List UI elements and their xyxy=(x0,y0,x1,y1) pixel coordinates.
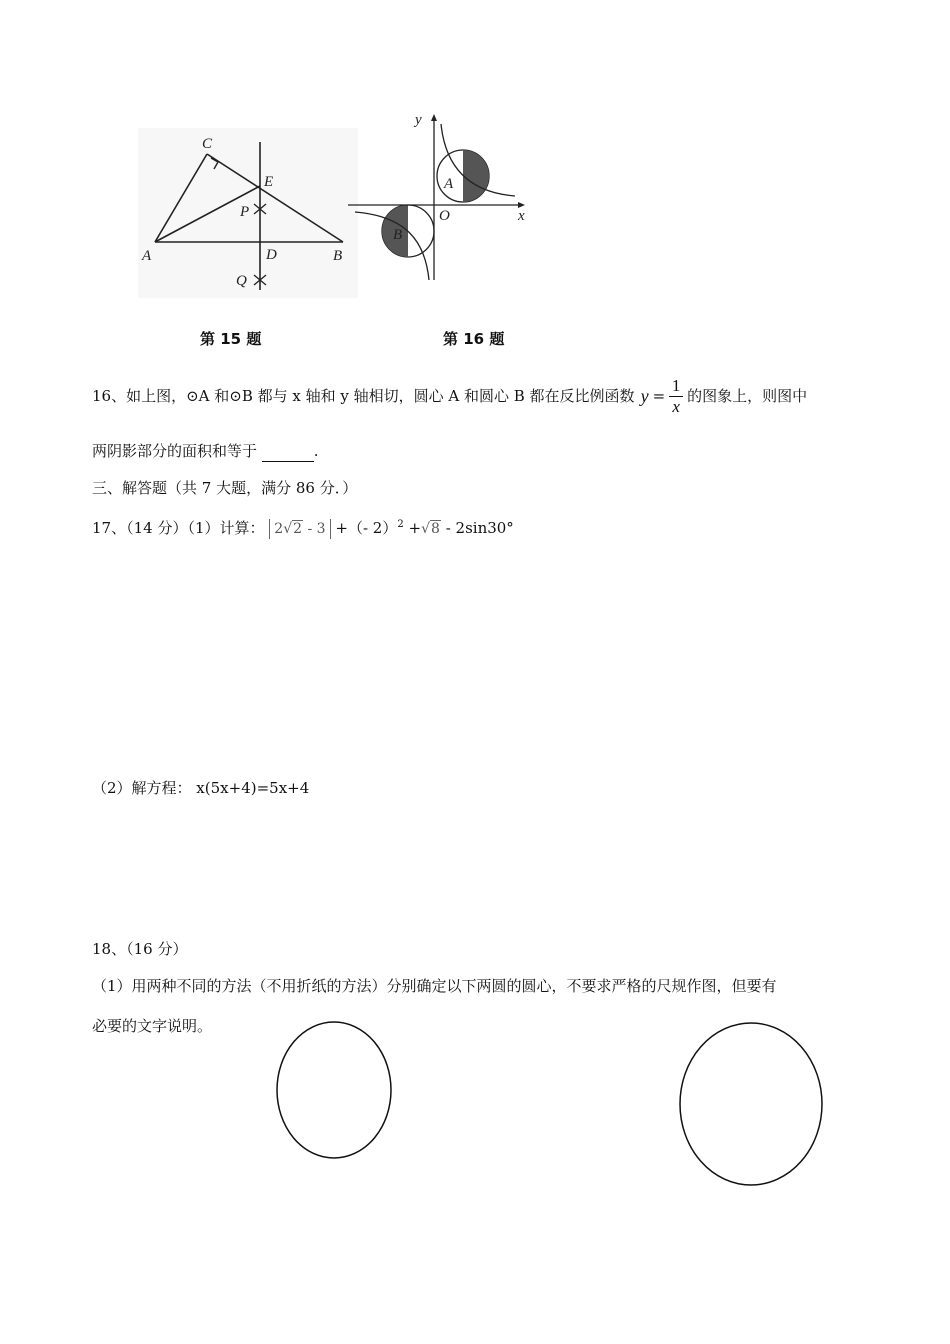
question-16-line-1 xyxy=(92,374,807,418)
q16-func-den: x xyxy=(672,396,680,416)
abs-tail: - 3 xyxy=(307,521,326,537)
q16-text-before: 16、如上图，⊙A 和⊙B 都与 x 轴和 y 轴相切，圆心 A 和圆心 B 都在反比例函数 xyxy=(92,387,635,405)
answer-blank[interactable] xyxy=(262,441,314,462)
q17-plus-1: +（- 2） xyxy=(335,519,398,537)
figure-16-caption: 第 16 题 xyxy=(443,330,505,348)
sqrt-2: √2 xyxy=(283,521,303,537)
label-b: B xyxy=(333,248,343,264)
q17-prefix: 17、（14 分）（1）计算： xyxy=(92,519,265,537)
sqrt-8-radicand: 8 xyxy=(430,521,440,537)
label-p: P xyxy=(240,204,250,220)
q17-tail: - 2sin30° xyxy=(445,519,514,537)
circle-left xyxy=(277,1022,391,1158)
label-y: y xyxy=(415,112,422,128)
q16-text-after: 的图象上，则图中 xyxy=(687,387,808,405)
label-e: E xyxy=(264,174,274,190)
section-3-heading: 三、解答题（共 7 大题，满分 86 分．） xyxy=(92,479,358,497)
q16-line2-end: . xyxy=(313,442,319,460)
question-18-title: 18、（16 分） xyxy=(92,940,188,958)
question-17-part-2: （2）解方程： x(5x+4)=5x+4 xyxy=(92,779,310,797)
q17-exponent: 2 xyxy=(397,519,404,530)
figure-16 xyxy=(345,108,535,286)
label-x: x xyxy=(518,208,525,224)
circle-right xyxy=(680,1023,822,1185)
figure-15-caption: 第 15 题 xyxy=(200,330,262,348)
circle-figure-right xyxy=(672,1018,832,1190)
question-16-line-2 xyxy=(92,441,319,462)
q16-func-y: y xyxy=(640,386,649,406)
label-o: O xyxy=(439,208,450,224)
label-q: Q xyxy=(236,273,247,289)
abs-coef: 2 xyxy=(274,521,284,537)
figure-15 xyxy=(138,128,358,298)
question-18-line-1: （1）用两种不同的方法（不用折纸的方法）分别确定以下两圆的圆心，不要求严格的尺规作图，但要有 xyxy=(92,977,777,995)
q16-line2-text: 两阴影部分的面积和等于 xyxy=(92,442,258,460)
question-18-line-2: 必要的文字说明。 xyxy=(92,1017,213,1035)
shaded-region-a xyxy=(463,138,503,214)
sqrt-8: √8 xyxy=(421,521,440,537)
label-center-a: A xyxy=(444,176,454,192)
label-a: A xyxy=(142,248,152,264)
q16-fraction xyxy=(669,376,683,417)
label-d: D xyxy=(266,247,277,263)
question-17-part-1 xyxy=(92,515,514,539)
absolute-value-expression xyxy=(269,519,330,539)
label-c: C xyxy=(202,136,213,152)
q16-func-eq: = xyxy=(652,387,666,405)
sqrt-2-radicand: 2 xyxy=(293,521,303,537)
y-axis-arrow xyxy=(431,114,437,121)
q17-plus-2: + xyxy=(408,519,422,537)
q16-func-num: 1 xyxy=(671,375,681,395)
circle-figure-left xyxy=(270,1018,400,1164)
label-center-b: B xyxy=(393,227,403,243)
